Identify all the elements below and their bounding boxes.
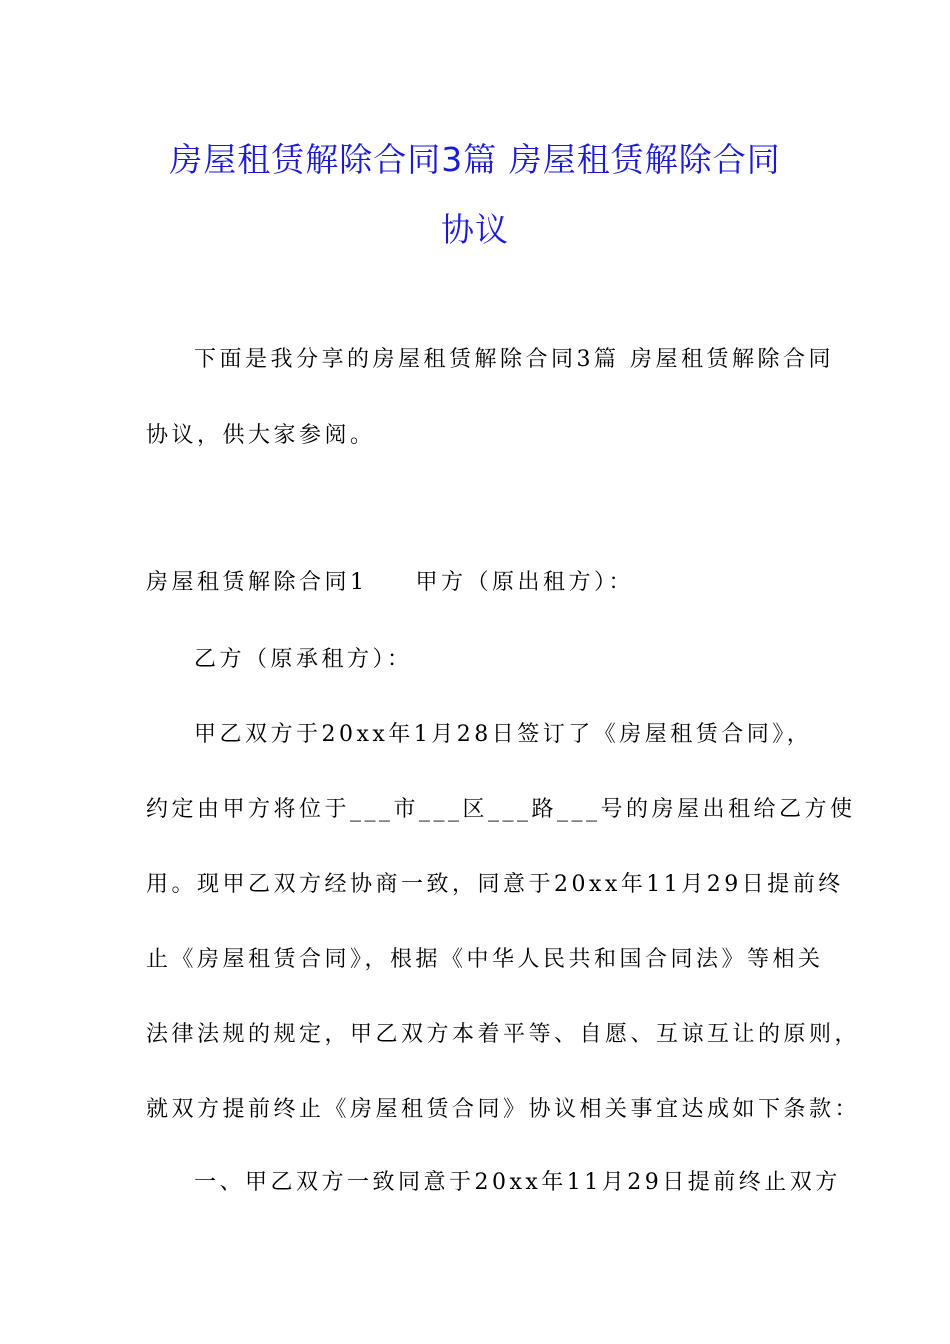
paragraph-1-line-5: 法律法规的规定，甲乙双方本着平等、自愿、互谅互让的原则， — [146, 1022, 861, 1047]
clause-1-line-1: 一、甲乙双方一致同意于20xx年11月29日提前终止双方 — [194, 1170, 841, 1195]
intro-paragraph-line-2: 协议，供大家参阅。 — [146, 423, 376, 448]
paragraph-1-line-4: 止《房屋租赁合同》，根据《中华人民共和国合同法》等相关 — [146, 947, 824, 972]
document-title-line-1: 房屋租赁解除合同3篇 房屋租赁解除合同 — [169, 140, 781, 179]
paragraph-1-line-2: 约定由甲方将位于___市___区___路___号的房屋出租给乙方使 — [146, 797, 856, 822]
document-title-line-2: 协议 — [441, 210, 509, 249]
intro-paragraph-line-1: 下面是我分享的房屋租赁解除合同3篇 房屋租赁解除合同 — [194, 347, 834, 372]
party-a-label: 甲方（原出租方）： — [415, 570, 635, 595]
paragraph-1-line-3: 用。现甲乙双方经协商一致，同意于20xx年11月29日提前终 — [146, 872, 844, 897]
party-b-label: 乙方（原承租方）： — [194, 647, 413, 672]
paragraph-1-line-6: 就双方提前终止《房屋租赁合同》协议相关事宜达成如下条款： — [146, 1097, 861, 1122]
paragraph-1-line-1: 甲乙双方于20xx年1月28日签订了《房屋租赁合同》， — [194, 722, 813, 747]
section-heading-row — [146, 568, 634, 598]
section-heading: 房屋租赁解除合同1 — [146, 570, 368, 595]
